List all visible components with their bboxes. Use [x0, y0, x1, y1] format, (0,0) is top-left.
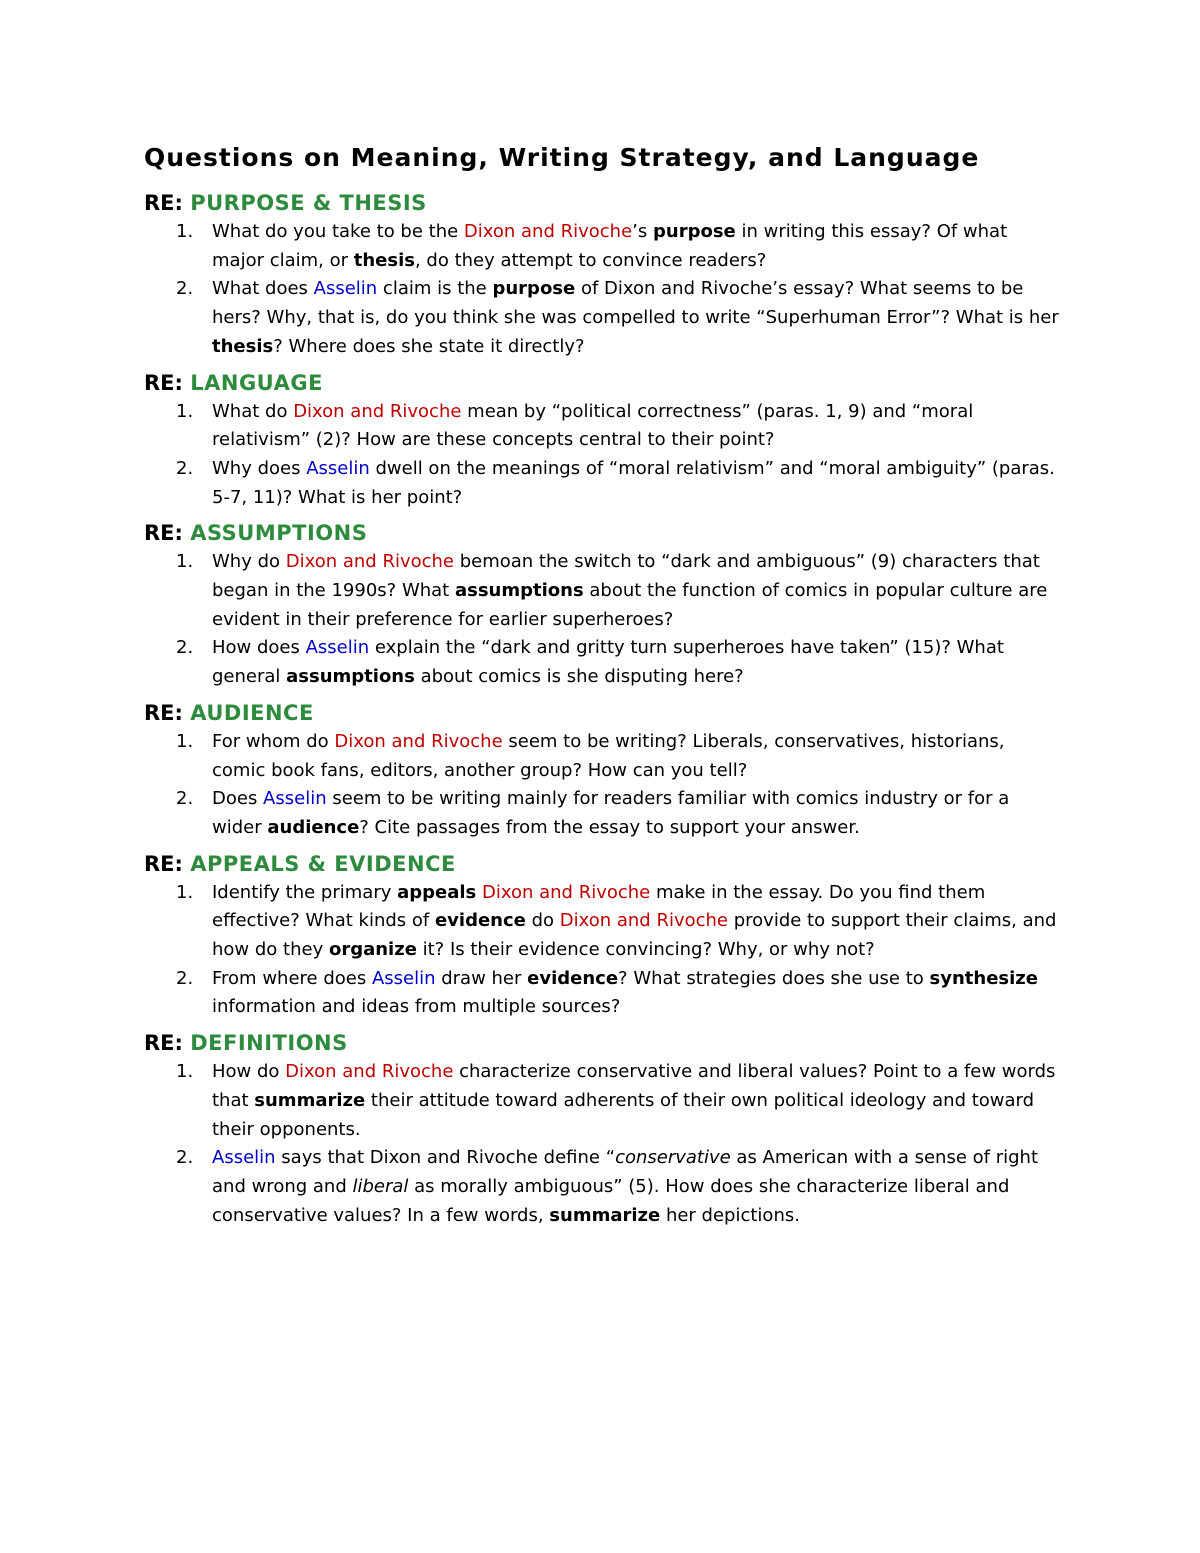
- question-text: , do they attempt to convince readers?: [414, 249, 767, 271]
- section-topic: LANGUAGE: [190, 370, 323, 395]
- section-heading: [144, 698, 1060, 728]
- section: [144, 188, 1060, 362]
- section-prefix: RE:: [144, 370, 183, 395]
- section-heading: [144, 849, 1060, 879]
- author-name: Dixon and Rivoche: [293, 400, 462, 422]
- section-heading: [144, 368, 1060, 398]
- key-term: audience: [267, 816, 360, 838]
- question-text: ? Cite passages from the essay to support your answer.: [359, 816, 860, 838]
- author-name: Asselin: [313, 278, 378, 300]
- question-text: as American with a sense of right and wrong and: [212, 1147, 1038, 1197]
- question-text: says that Dixon and Rivoche define “: [275, 1147, 616, 1169]
- key-term: evidence: [434, 910, 526, 932]
- question-text: dwell on the meanings of “moral relativism” and “moral ambiguity” (paras. 5-7, 11)? What is her point?: [212, 457, 1055, 508]
- question-text: make in the essay. Do you find them effective? What kinds of: [212, 881, 986, 932]
- section: [144, 368, 1060, 513]
- key-term: purpose: [492, 278, 576, 300]
- question-item: [144, 455, 1060, 512]
- question-number: 2.: [176, 457, 194, 479]
- question-number: 2.: [176, 637, 194, 659]
- question-item: [144, 1144, 1060, 1230]
- question-item: [144, 218, 1060, 275]
- question-text: claim is the: [377, 278, 493, 300]
- section: [144, 849, 1060, 1023]
- question-text: information and ideas from multiple sources?: [212, 996, 621, 1018]
- question-text: conservative: [615, 1147, 731, 1169]
- question-number: 2.: [176, 278, 194, 300]
- question-text: mean by “political correctness” (paras. 1, 9) and “moral relativism” (2)? How are these concepts central to their point?: [212, 400, 974, 451]
- question-text: From where does: [212, 967, 372, 989]
- question-text: What do you take to be the: [212, 221, 464, 242]
- key-term: thesis: [212, 335, 274, 357]
- question-text: ’s: [632, 221, 653, 242]
- question-number: 2.: [176, 788, 194, 810]
- question-text: provide to support their claims, and how do they: [212, 910, 1057, 961]
- question-text: her depictions.: [660, 1204, 800, 1226]
- author-name: Dixon and Rivoche: [482, 881, 651, 903]
- author-name: Dixon and Rivoche: [334, 730, 503, 752]
- section-topic: DEFINITIONS: [190, 1031, 348, 1056]
- question-text: liberal: [352, 1175, 409, 1197]
- sections-container: [144, 188, 1060, 1230]
- question-item: [144, 398, 1060, 455]
- section-prefix: RE:: [144, 1031, 183, 1056]
- document-title: Questions on Meaning, Writing Strategy, and Language: [144, 143, 980, 172]
- question-text: ? Where does she state it directly?: [273, 335, 585, 357]
- question-number: 1.: [176, 400, 194, 422]
- author-name: Dixon and Rivoche: [285, 551, 454, 573]
- section-heading: [144, 188, 1060, 218]
- question-text: it? Is their evidence convincing? Why, or why not?: [416, 939, 875, 961]
- question-item: [144, 879, 1060, 965]
- key-term: summarize: [254, 1089, 366, 1111]
- key-term: summarize: [549, 1204, 661, 1226]
- question-text: bemoan the switch to “dark and ambiguous” (9) characters that began in the 1990s? What: [212, 551, 1040, 602]
- question-item: [144, 634, 1060, 691]
- section-heading: [144, 518, 1060, 548]
- question-text: Does: [212, 788, 264, 810]
- author-name: Asselin: [263, 788, 327, 810]
- question-item: [144, 965, 1060, 1022]
- question-number: 1.: [176, 730, 194, 752]
- section-heading: [144, 1028, 1060, 1058]
- author-name: Dixon and Rivoche: [285, 1061, 454, 1083]
- section: [144, 518, 1060, 692]
- question-list: [144, 879, 1060, 1023]
- key-term: thesis: [353, 249, 415, 271]
- section: [144, 698, 1060, 843]
- question-item: [144, 1058, 1060, 1144]
- question-text: How do: [212, 1061, 286, 1083]
- question-text: Why do: [212, 551, 286, 573]
- key-term: synthesize: [929, 967, 1038, 989]
- question-item: [144, 728, 1060, 785]
- question-text: What do: [212, 400, 294, 422]
- question-text: as morally ambiguous” (5). How does she characterize liberal and conservative values? In a few words,: [212, 1175, 1010, 1226]
- question-item: [144, 548, 1060, 634]
- question-item: [144, 275, 1060, 361]
- question-list: [144, 218, 1060, 362]
- question-text: seem to be writing mainly for readers familiar with comics industry or for a wider: [212, 788, 1010, 838]
- question-text: characterize conservative and liberal values? Point to a few words that: [212, 1061, 1056, 1111]
- section-prefix: RE:: [144, 521, 183, 546]
- key-term: organize: [328, 939, 417, 961]
- question-text: For whom do: [212, 730, 335, 752]
- question-number: 1.: [176, 221, 194, 242]
- question-text: explain the “dark and gritty turn superheroes have taken” (15)? What general: [212, 637, 1004, 688]
- section-topic: PURPOSE & THESIS: [190, 191, 427, 215]
- author-name: Dixon and Rivoche: [559, 910, 728, 932]
- question-item: [144, 785, 1060, 842]
- key-term: purpose: [653, 221, 736, 242]
- question-text: do: [525, 910, 560, 932]
- question-list: [144, 548, 1060, 692]
- section-topic: APPEALS & EVIDENCE: [190, 851, 456, 876]
- question-number: 2.: [176, 1147, 194, 1169]
- question-text: about the function of comics in popular culture are evident in their preference for earlier superheroes?: [212, 580, 1048, 630]
- section-topic: AUDIENCE: [190, 700, 314, 725]
- question-number: 2.: [176, 967, 194, 989]
- section-prefix: RE:: [144, 700, 183, 725]
- author-name: Asselin: [371, 967, 436, 989]
- question-text: What does: [212, 278, 314, 300]
- question-text: about comics is she disputing here?: [414, 666, 744, 688]
- key-term: evidence: [527, 967, 619, 989]
- question-text: Identify the primary: [212, 881, 398, 903]
- section-topic: ASSUMPTIONS: [190, 521, 368, 546]
- key-term: assumptions: [454, 580, 584, 602]
- section-prefix: RE:: [144, 851, 183, 876]
- section: [144, 1028, 1060, 1230]
- question-text: in writing this essay? Of what major claim, or: [212, 221, 1008, 271]
- question-number: 1.: [176, 881, 194, 903]
- question-list: [144, 728, 1060, 843]
- key-term: appeals: [397, 881, 477, 903]
- question-list: [144, 398, 1060, 513]
- question-number: 1.: [176, 551, 194, 573]
- question-text: seem to be writing? Liberals, conservatives, historians, comic book fans, editors, another group? How can you tell?: [212, 730, 1005, 781]
- author-name: Asselin: [305, 637, 370, 659]
- question-number: 1.: [176, 1061, 194, 1083]
- author-name: Asselin: [306, 457, 370, 479]
- question-text: ? What strategies does she use to: [618, 967, 930, 989]
- question-text: Why does: [212, 457, 307, 479]
- author-name: Asselin: [212, 1147, 276, 1169]
- question-text: of Dixon and Rivoche’s essay? What seems to be hers? Why, that is, do you think she was compelled to write “Superhuman Error”? What is her: [212, 278, 1059, 329]
- question-text: How does: [212, 637, 306, 659]
- key-term: assumptions: [286, 666, 415, 688]
- question-text: draw her: [435, 967, 528, 989]
- question-list: [144, 1058, 1060, 1230]
- section-prefix: RE:: [144, 191, 183, 215]
- author-name: Dixon and Rivoche: [463, 221, 633, 242]
- question-text: their attitude toward adherents of their own political ideology and toward their opponents.: [212, 1089, 1035, 1140]
